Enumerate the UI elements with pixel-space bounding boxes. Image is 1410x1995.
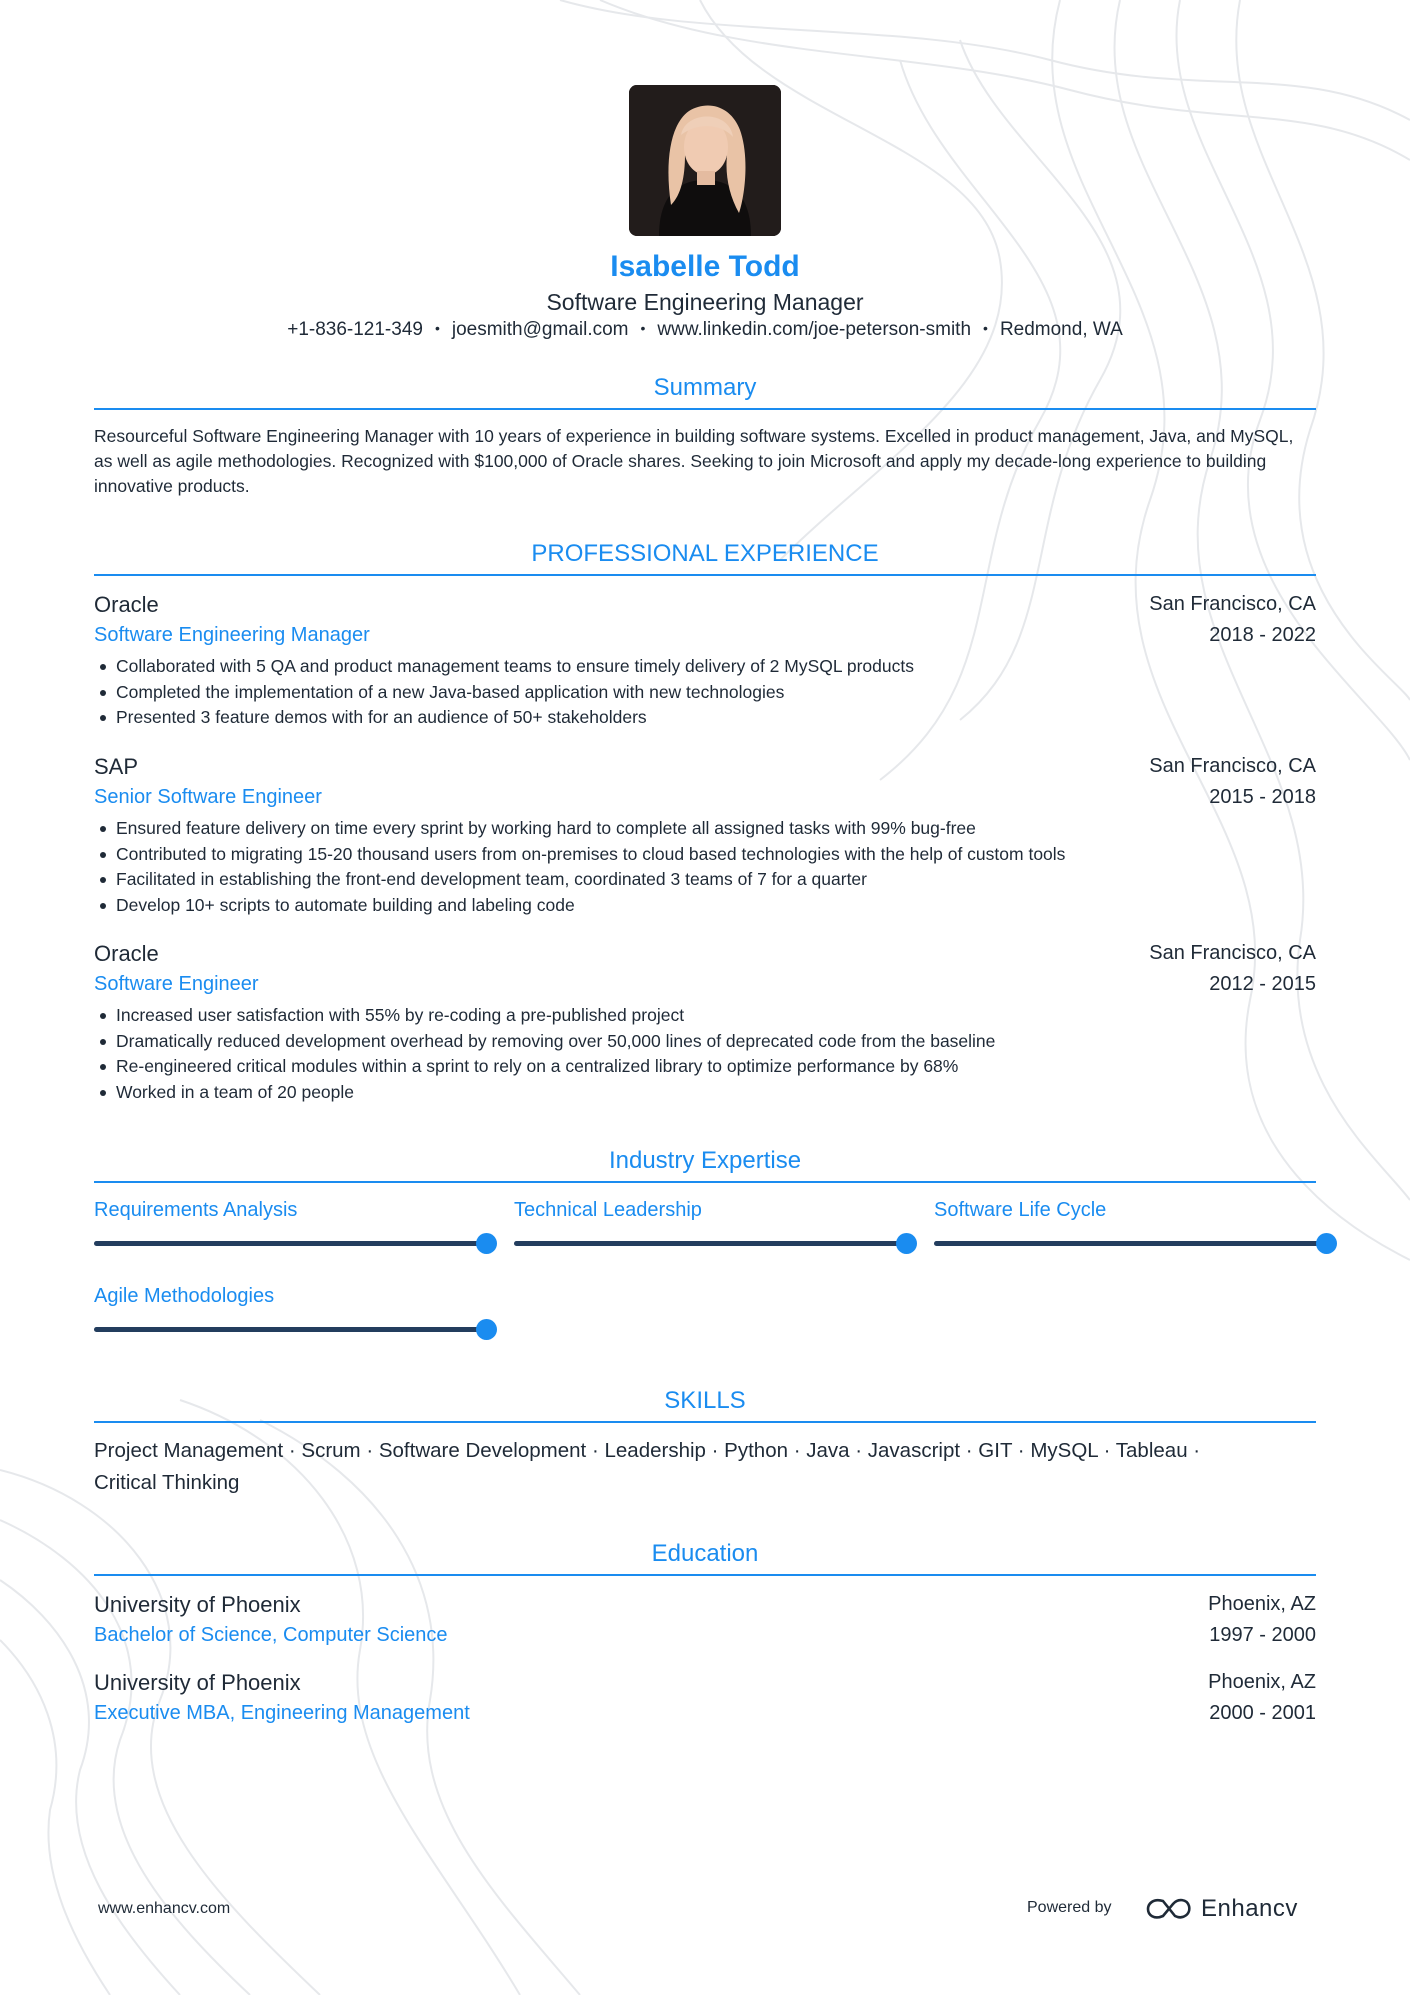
section-title-education: Education <box>94 1540 1316 1576</box>
job-dates: 2012 - 2015 <box>1209 973 1316 995</box>
skill-item: Project Management <box>94 1439 284 1462</box>
expertise-bar-fill <box>514 1241 906 1246</box>
achievement-item: Facilitated in establishing the front-end development team, coordinated 3 teams of 7 for a quarter <box>94 867 1316 893</box>
education-dates: 1997 - 2000 <box>1209 1624 1316 1646</box>
skill-separator: · <box>591 1439 599 1462</box>
expertise-bar-fill <box>94 1241 486 1246</box>
section-title-summary: Summary <box>94 374 1316 410</box>
skill-item: Python <box>724 1439 788 1462</box>
footer-website-link[interactable]: www.enhancv.com <box>98 1900 231 1917</box>
expertise-label: Software Life Cycle <box>934 1199 1107 1221</box>
school-location: Phoenix, AZ <box>1208 1593 1316 1615</box>
company-name: Oracle <box>94 941 159 966</box>
skill-item: Javascript <box>867 1439 961 1462</box>
achievement-item: Develop 10+ scripts to automate building and labeling code <box>94 893 1316 919</box>
achievement-list <box>94 1003 1316 1105</box>
candidate-name: Isabelle Todd <box>610 250 800 283</box>
brand-name: Enhancv <box>1201 1895 1298 1922</box>
enhancv-logo[interactable] <box>1145 1893 1298 1925</box>
skill-item: GIT <box>978 1439 1013 1462</box>
contact-line <box>0 319 1410 341</box>
skill-separator: · <box>1193 1439 1201 1462</box>
achievement-item: Worked in a team of 20 people <box>94 1080 1316 1106</box>
achievement-item: Dramatically reduced development overhead by removing over 50,000 lines of deprecated code from the baseline <box>94 1029 1316 1055</box>
phone[interactable]: +1-836-121-349 <box>287 319 423 340</box>
company-name: SAP <box>94 754 139 779</box>
skill-separator: · <box>711 1439 719 1462</box>
expertise-bar <box>94 1327 486 1332</box>
job-title: Software Engineering Manager <box>94 624 370 646</box>
skill-separator: · <box>855 1439 863 1462</box>
education-entry <box>94 1667 1316 1729</box>
skill-item: Java <box>806 1439 850 1462</box>
skill-separator: · <box>1017 1439 1025 1462</box>
skill-item: Tableau <box>1115 1439 1188 1462</box>
job-title: Software Engineer <box>94 973 259 995</box>
expertise-item <box>514 1196 906 1256</box>
school-name: University of Phoenix <box>94 1592 301 1617</box>
education-dates: 2000 - 2001 <box>1209 1702 1316 1724</box>
achievement-item: Presented 3 feature demos with for an audience of 50+ stakeholders <box>94 705 1316 731</box>
achievement-item: Collaborated with 5 QA and product management teams to ensure timely delivery of 2 MySQL products <box>94 654 1316 680</box>
expertise-bar-knob <box>476 1233 497 1254</box>
footer-powered-by: Powered by <box>1027 1899 1112 1916</box>
expertise-item <box>94 1196 486 1256</box>
skill-separator: · <box>793 1439 801 1462</box>
job-dates: 2018 - 2022 <box>1209 624 1316 646</box>
experience-entry <box>94 589 1316 731</box>
experience-entry <box>94 938 1316 1105</box>
experience-entry <box>94 751 1316 918</box>
skill-item: Scrum <box>301 1439 361 1462</box>
profile-photo <box>629 85 781 236</box>
achievement-item: Ensured feature delivery on time every sprint by working hard to complete all assigned tasks with 99% bug-free <box>94 816 1316 842</box>
section-title-experience: PROFESSIONAL EXPERIENCE <box>94 540 1316 576</box>
degree: Bachelor of Science, Computer Science <box>94 1624 448 1646</box>
achievement-item: Increased user satisfaction with 55% by re-coding a pre-published project <box>94 1003 1316 1029</box>
expertise-label: Agile Methodologies <box>94 1285 275 1307</box>
achievement-item: Re-engineered critical modules within a sprint to rely on a centralized library to optimize performance by 68% <box>94 1054 1316 1080</box>
achievement-item: Contributed to migrating 15-20 thousand users from on-premises to cloud based technologies with the help of custom tools <box>94 842 1316 868</box>
education-entry <box>94 1589 1316 1651</box>
job-title: Senior Software Engineer <box>94 786 322 808</box>
job-location: San Francisco, CA <box>1149 593 1316 615</box>
expertise-item <box>934 1196 1326 1256</box>
summary-text: Resourceful Software Engineering Manager with 10 years of experience in building software systems. Excelled in product management, Java, and MySQL, as well as agile methodologies. Recognized with $100,000 of Oracle shares. Seeking to join Microsoft and apply my decade-long experience to building innovative products. <box>94 426 1294 496</box>
achievement-item: Completed the implementation of a new Java-based application with new technologies <box>94 680 1316 706</box>
skills-list <box>94 1435 1316 1499</box>
linkedin-link[interactable]: www.linkedin.com/joe-peterson-smith <box>657 319 972 340</box>
expertise-bar <box>514 1241 906 1246</box>
expertise-bar-knob <box>476 1319 497 1340</box>
separator: • <box>640 320 646 336</box>
achievement-list <box>94 816 1316 918</box>
skill-separator: · <box>1103 1439 1111 1462</box>
job-dates: 2015 - 2018 <box>1209 786 1316 808</box>
skill-separator: · <box>288 1439 296 1462</box>
skill-item: Critical Thinking <box>94 1471 240 1494</box>
company-name: Oracle <box>94 592 159 617</box>
location: Redmond, WA <box>999 319 1123 340</box>
separator: • <box>434 320 440 336</box>
expertise-bar <box>94 1241 486 1246</box>
candidate-title: Software Engineering Manager <box>546 289 864 315</box>
expertise-bar-knob <box>896 1233 917 1254</box>
school-location: Phoenix, AZ <box>1208 1671 1316 1693</box>
section-title-skills: SKILLS <box>94 1387 1316 1423</box>
school-name: University of Phoenix <box>94 1670 301 1695</box>
achievement-list <box>94 654 1316 731</box>
skill-separator: · <box>366 1439 374 1462</box>
expertise-bar-knob <box>1316 1233 1337 1254</box>
expertise-item <box>94 1282 486 1342</box>
section-title-expertise: Industry Expertise <box>94 1147 1316 1183</box>
degree: Executive MBA, Engineering Management <box>94 1702 470 1724</box>
skill-item: Software Development <box>378 1439 587 1462</box>
skill-item: Leadership <box>604 1439 706 1462</box>
expertise-label: Technical Leadership <box>514 1199 702 1221</box>
enhancv-logo-icon <box>1145 1896 1193 1922</box>
skill-separator: · <box>965 1439 973 1462</box>
expertise-bar <box>934 1241 1326 1246</box>
email[interactable]: joesmith@gmail.com <box>451 319 629 340</box>
job-location: San Francisco, CA <box>1149 755 1316 777</box>
expertise-bar-fill <box>94 1327 486 1332</box>
expertise-bar-fill <box>934 1241 1326 1246</box>
skill-item: MySQL <box>1030 1439 1098 1462</box>
separator: • <box>983 320 988 336</box>
job-location: San Francisco, CA <box>1149 942 1316 964</box>
expertise-label: Requirements Analysis <box>94 1199 298 1221</box>
